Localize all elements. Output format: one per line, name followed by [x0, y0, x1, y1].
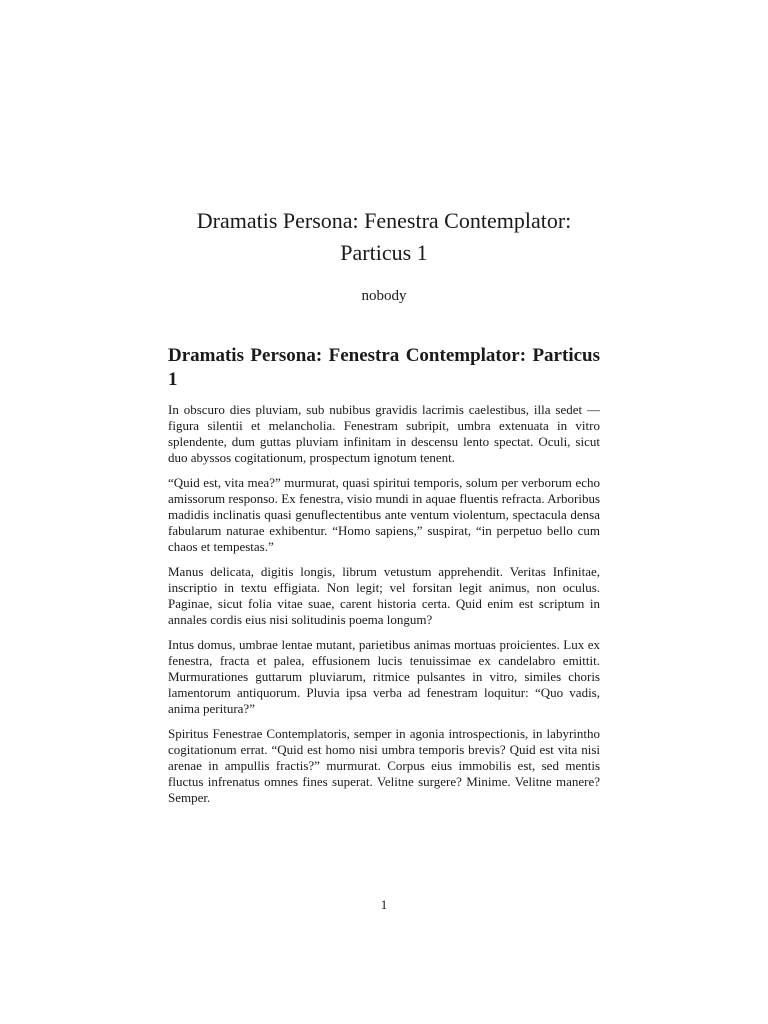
paragraph-4: Intus domus, umbrae lentae mutant, parietibus animas mortuas proicientes. Lux ex fenestra, fracta et palea, effusionem lucis tenuissimae ex candelabro emittit. Murmurationes guttarum pluviarum, ritmice pulsantes in vitro, similes choris lamentorum antiquorum. Pluvia ipsa verba ad fenestram loquitur: “Quo vadis, anima peritura?”	[168, 637, 600, 716]
document-title-line-1: Dramatis Persona: Fenestra Contemplator:	[196, 208, 572, 233]
paragraph-2: “Quid est, vita mea?” murmurat, quasi spiritui temporis, solum per verborum echo amissorum responso. Ex fenestra, visio mundi in aquae fluentis refracta. Arboribus madidis inclinatis quasi genuflectentibus ante ventum violentum, spectacula densa fabularum naturae exhibentur. “Homo sapiens,” suspirat, “in perpetuo bello cum chaos et tempestas.”	[168, 475, 600, 554]
paragraph-3: Manus delicata, digitis longis, librum vetustum apprehendit. Veritas Infinitae, inscriptio in textu effigiata. Non legit; vel forsitan legit animus, non oculus. Paginae, sicut folia vitae suae, carent historia certa. Quid enim est scriptum in annales cordis eius nisi solitudinis poema longum?	[168, 564, 600, 627]
page-number: 1	[380, 897, 388, 912]
document-author: nobody	[361, 288, 407, 304]
paragraph-5: Spiritus Fenestrae Contemplatoris, semper in agonia introspectionis, in labyrintho cogitationum errat. “Quid est homo nisi umbra temporis brevis? Quid est vita nisi arenae in ampullis fractis?” murmurat. Corpus eius immobilis est, sed mentis fluctus infrenatus omnes fines superat. Velitne surgere? Minime. Velitne manere? Semper.	[168, 726, 600, 805]
section-heading: Dramatis Persona: Fenestra Contemplator: Particus 1	[168, 345, 600, 390]
section-body	[168, 344, 600, 815]
paragraph-1: In obscuro dies pluviam, sub nubibus gravidis lacrimis caelestibus, illa sedet — figura silentii et melancholia. Fenestram subripit, umbra extenuata in vitro splendente, dum guttas pluviam infinitam in descensu lento spectat. Oculi, sicut duo abyssos cogitationum, prospectum ignotum tenent.	[168, 402, 600, 465]
document-title-line-2: Particus 1	[340, 240, 428, 265]
document-title	[130, 205, 638, 269]
